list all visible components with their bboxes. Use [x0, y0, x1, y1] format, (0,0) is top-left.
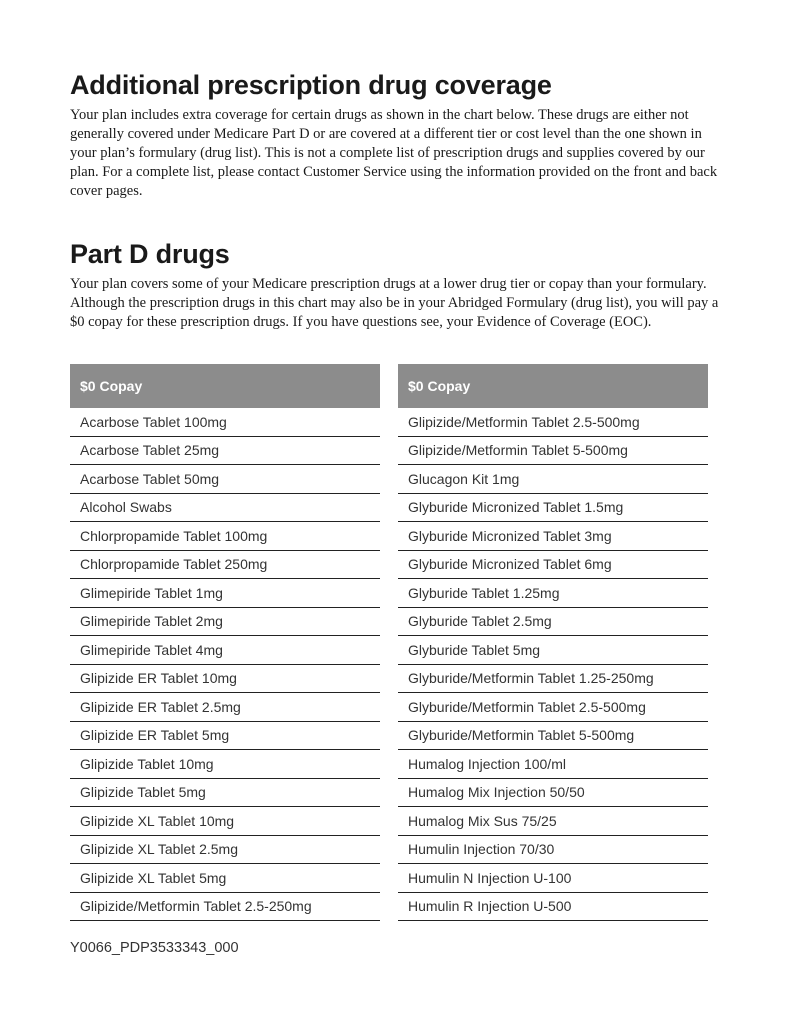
drug-tables	[70, 364, 708, 921]
section-text-part-d: Your plan covers some of your Medicare prescription drugs at a lower drug tier or copay than your formulary. Although the prescription drugs in this chart may also be in your Abridged Formulary (drug list), you will pay a $0 copay for these prescription drugs. If you have questions see, your Evidence of Coverage (EOC).	[70, 276, 719, 330]
table-row	[70, 408, 380, 436]
table-row	[70, 522, 380, 551]
drug-name: Alcohol Swabs	[70, 493, 380, 522]
drug-name: Humalog Mix Sus 75/25	[398, 807, 708, 836]
table-row	[70, 636, 380, 665]
drug-name: Glipizide XL Tablet 2.5mg	[70, 835, 380, 864]
drug-name: Chlorpropamide Tablet 250mg	[70, 550, 380, 579]
section-title-part-d: Part D drugs	[70, 239, 230, 269]
table-row	[398, 408, 708, 436]
drug-name: Glimepiride Tablet 4mg	[70, 636, 380, 665]
section-title-additional-coverage: Additional prescription drug coverage	[70, 70, 552, 100]
table-row	[398, 693, 708, 722]
drug-name: Glimepiride Tablet 1mg	[70, 579, 380, 608]
table-row	[398, 550, 708, 579]
table-row	[70, 493, 380, 522]
table-row	[70, 835, 380, 864]
drug-name: Glipizide ER Tablet 2.5mg	[70, 693, 380, 722]
table-row	[398, 465, 708, 494]
table-row	[70, 864, 380, 893]
drug-name: Glyburide Micronized Tablet 1.5mg	[398, 493, 708, 522]
drug-name: Glyburide/Metformin Tablet 5-500mg	[398, 721, 708, 750]
table-row	[70, 607, 380, 636]
drug-name: Humulin N Injection U-100	[398, 864, 708, 893]
drug-name: Glipizide XL Tablet 5mg	[70, 864, 380, 893]
drug-name: Glyburide Tablet 2.5mg	[398, 607, 708, 636]
drug-name: Humalog Injection 100/ml	[398, 750, 708, 779]
table-row	[70, 436, 380, 465]
drug-table-left	[70, 364, 380, 921]
drug-name: Glipizide Tablet 5mg	[70, 778, 380, 807]
table-row	[398, 807, 708, 836]
drug-name: Glipizide/Metformin Tablet 2.5-250mg	[70, 892, 380, 921]
table-row	[70, 550, 380, 579]
table-header-row	[70, 364, 380, 408]
drug-name: Glipizide XL Tablet 10mg	[70, 807, 380, 836]
table-row	[398, 721, 708, 750]
drug-name: Glimepiride Tablet 2mg	[70, 607, 380, 636]
table-row	[70, 892, 380, 921]
table-row	[398, 522, 708, 551]
drug-name: Glipizide/Metformin Tablet 2.5-500mg	[398, 408, 708, 436]
section-text-additional-coverage: Your plan includes extra coverage for certain drugs as shown in the chart below. These drugs are either not generally covered under Medicare Part D or are covered at a different tier or cost level than the one shown in your plan’s formulary (drug list). This is not a complete list of prescription drugs and supplies covered by our plan. For a complete list, please contact Customer Service using the information provided on the front and back cover pages.	[70, 107, 718, 199]
table-header-copay: $0 Copay	[398, 364, 708, 408]
section-additional-coverage	[70, 68, 725, 201]
drug-name: Acarbose Tablet 50mg	[70, 465, 380, 494]
table-row	[398, 835, 708, 864]
drug-name: Humulin Injection 70/30	[398, 835, 708, 864]
table-row	[398, 750, 708, 779]
table-row	[70, 664, 380, 693]
table-row	[398, 636, 708, 665]
table-header-row	[398, 364, 708, 408]
table-row	[70, 807, 380, 836]
drug-table-right	[398, 364, 708, 921]
table-row	[398, 493, 708, 522]
section-part-d-drugs	[70, 237, 725, 332]
drug-name: Glyburide Micronized Tablet 6mg	[398, 550, 708, 579]
drug-name: Acarbose Tablet 100mg	[70, 408, 380, 436]
drug-name: Glyburide/Metformin Tablet 2.5-500mg	[398, 693, 708, 722]
drug-name: Acarbose Tablet 25mg	[70, 436, 380, 465]
table-row	[70, 778, 380, 807]
table-row	[398, 664, 708, 693]
drug-name: Glyburide/Metformin Tablet 1.25-250mg	[398, 664, 708, 693]
document-code: Y0066_PDP3533343_000	[70, 940, 239, 956]
drug-name: Glipizide Tablet 10mg	[70, 750, 380, 779]
drug-name: Glipizide/Metformin Tablet 5-500mg	[398, 436, 708, 465]
drug-name: Humalog Mix Injection 50/50	[398, 778, 708, 807]
drug-name: Glucagon Kit 1mg	[398, 465, 708, 494]
drug-name: Glyburide Micronized Tablet 3mg	[398, 522, 708, 551]
table-row	[70, 465, 380, 494]
table-row	[398, 579, 708, 608]
drug-name: Glyburide Tablet 1.25mg	[398, 579, 708, 608]
table-row	[70, 579, 380, 608]
table-row	[70, 721, 380, 750]
table-row	[398, 892, 708, 921]
drug-name: Humulin R Injection U-500	[398, 892, 708, 921]
table-row	[70, 750, 380, 779]
drug-name: Chlorpropamide Tablet 100mg	[70, 522, 380, 551]
table-row	[398, 436, 708, 465]
page-content	[70, 68, 725, 332]
table-row	[398, 778, 708, 807]
table-row	[70, 693, 380, 722]
table-row	[398, 864, 708, 893]
drug-name: Glyburide Tablet 5mg	[398, 636, 708, 665]
table-header-copay: $0 Copay	[70, 364, 380, 408]
table-row	[398, 607, 708, 636]
drug-name: Glipizide ER Tablet 10mg	[70, 664, 380, 693]
drug-name: Glipizide ER Tablet 5mg	[70, 721, 380, 750]
